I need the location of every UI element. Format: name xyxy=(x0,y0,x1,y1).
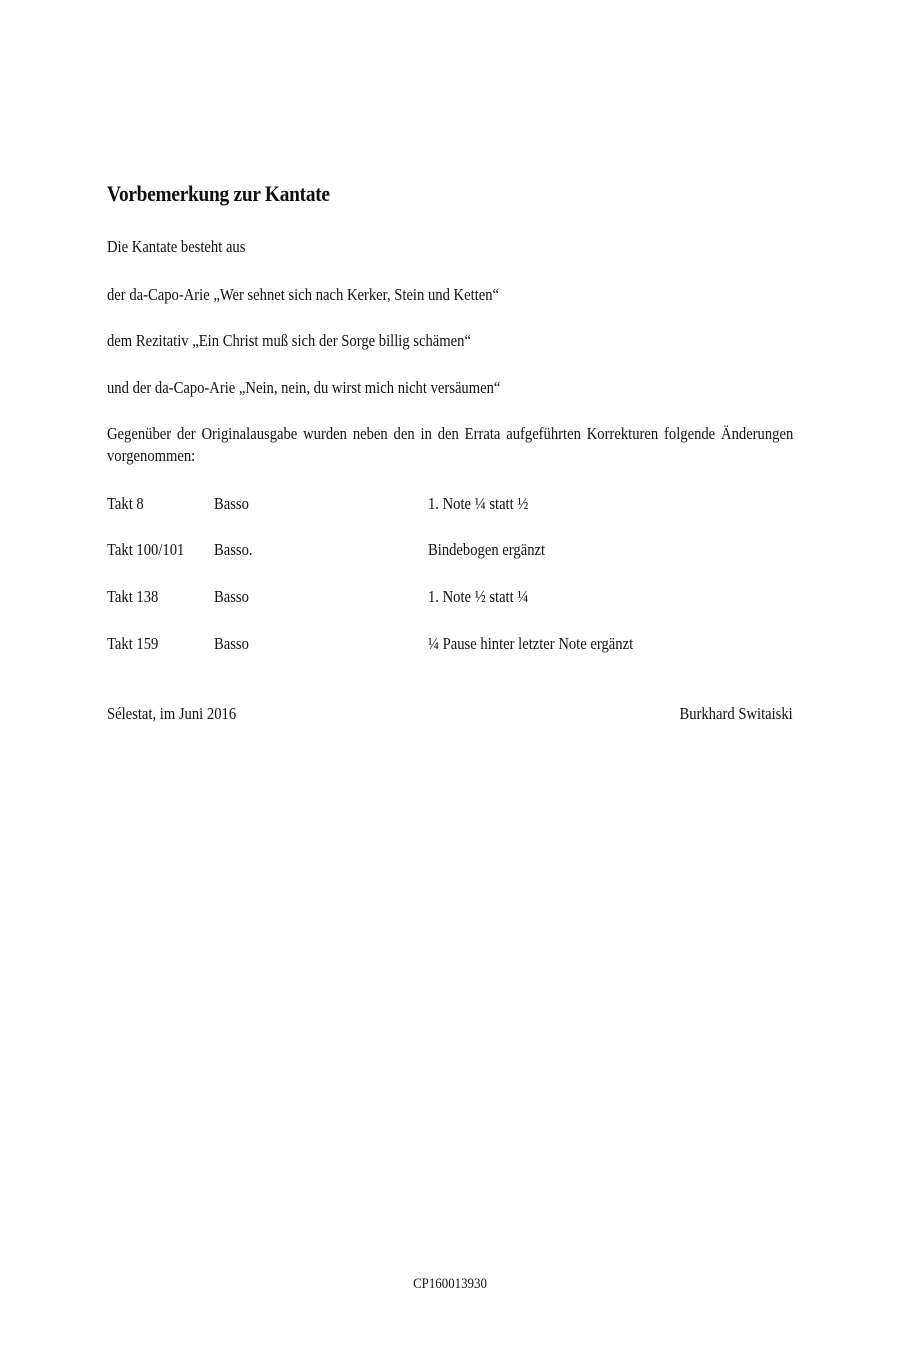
part-aria-2: und der da-Capo-Arie „Nein, nein, du wirst mich nicht versäumen“ xyxy=(107,378,501,397)
table-row xyxy=(107,539,793,561)
intro-text: Die Kantate besteht aus xyxy=(107,237,246,256)
page-title: Vorbemerkung zur Kantate xyxy=(107,181,330,206)
voice-cell: Basso. xyxy=(214,540,253,559)
measure-cell: Takt 138 xyxy=(107,587,159,606)
measure-cell: Takt 100/101 xyxy=(107,540,185,559)
document-page xyxy=(107,0,793,1350)
part-aria-1: der da-Capo-Arie „Wer sehnet sich nach Kerker, Stein und Ketten“ xyxy=(107,285,500,304)
measure-cell: Takt 159 xyxy=(107,634,159,653)
author-signature: Burkhard Switaiski xyxy=(679,704,793,723)
voice-cell: Basso xyxy=(214,587,249,606)
change-cell: Bindebogen ergänzt xyxy=(428,540,546,559)
place-date: Sélestat, im Juni 2016 xyxy=(107,704,237,723)
part-recitative: dem Rezitativ „Ein Christ muß sich der Sorge billig schämen“ xyxy=(107,331,471,350)
changes-intro-paragraph: Gegenüber der Originalausgabe wurden neben den in den Errata aufgeführten Korrekturen folgende Änderungen vorgenommen: xyxy=(107,424,794,465)
voice-cell: Basso xyxy=(214,494,249,513)
catalog-number: CP160013930 xyxy=(413,1276,487,1292)
voice-cell: Basso xyxy=(214,634,249,653)
change-cell: 1. Note ½ statt ¼ xyxy=(428,587,529,606)
table-row xyxy=(107,633,793,655)
table-row xyxy=(107,586,793,608)
table-row xyxy=(107,493,793,515)
change-cell: 1. Note ¼ statt ½ xyxy=(428,494,529,513)
change-cell: ¼ Pause hinter letzter Note ergänzt xyxy=(428,634,634,653)
measure-cell: Takt 8 xyxy=(107,494,144,513)
